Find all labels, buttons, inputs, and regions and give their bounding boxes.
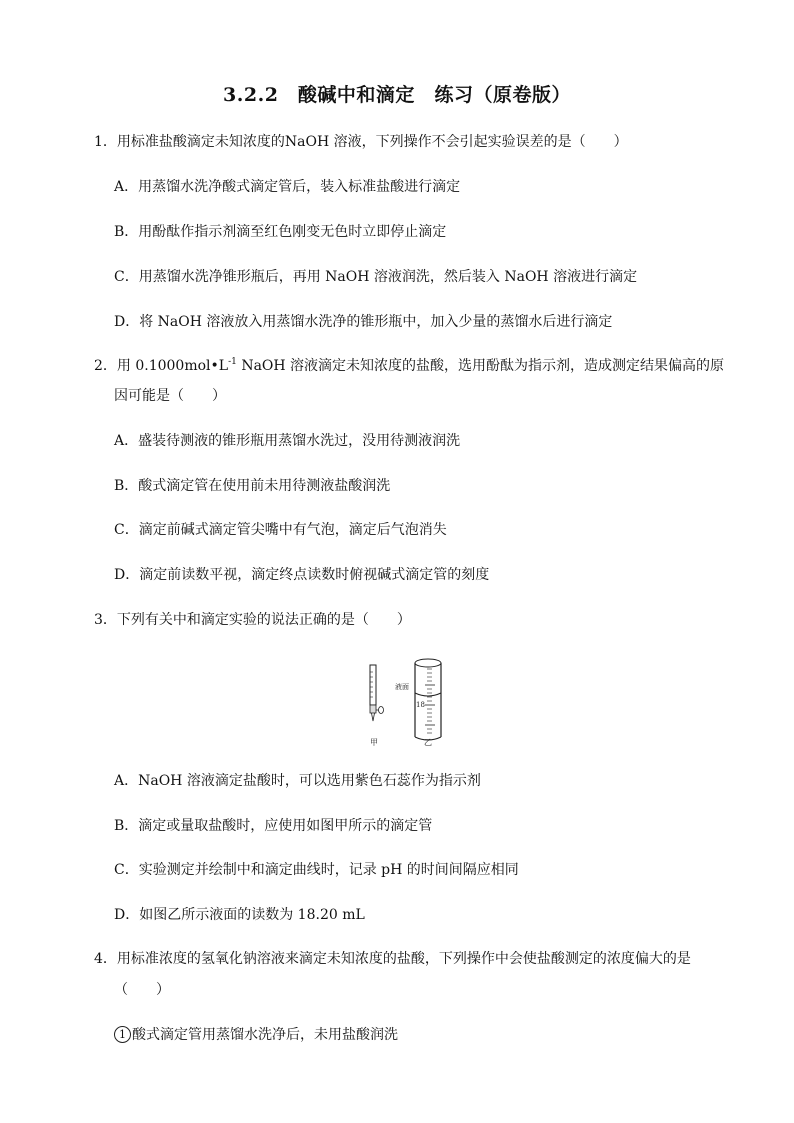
question-2-stem-part1: 2．用 0.1000mol•L: [94, 358, 229, 374]
liquid-level-label: 液面: [395, 683, 409, 691]
figure-label-b: 乙: [424, 738, 432, 747]
question-4-item-1: [114, 1025, 398, 1045]
question-2-option-d: D．滴定前读数平视，滴定终点读数时俯视碱式滴定管的刻度: [114, 567, 490, 583]
question-2-stem-part2: NaOH 溶液滴定未知浓度的盐酸，选用酚酞为指示剂，造成测定结果偏高的原: [236, 358, 725, 374]
question-4-stem: 4．用标准浓度的氢氧化钠溶液来滴定未知浓度的盐酸，下列操作中会使盐酸测定的浓度偏大的是: [94, 951, 691, 967]
question-1-option-c: C．用蒸馏水洗净锥形瓶后，再用 NaOH 溶液润洗，然后装入 NaOH 溶液进行滴定: [114, 269, 638, 285]
circled-number-1: 1: [114, 1026, 131, 1043]
question-3-stem: 3．下列有关中和滴定实验的说法正确的是（ ）: [94, 612, 411, 628]
scale-mark-label: 18: [416, 701, 425, 709]
burette-figure: [355, 655, 455, 747]
question-1-option-d: D．将 NaOH 溶液放入用蒸馏水洗净的锥形瓶中，加入少量的蒸馏水后进行滴定: [114, 314, 613, 330]
burette-figure-icon: [370, 665, 384, 721]
question-1-stem: 1．用标准盐酸滴定未知浓度的NaOH 溶液，下列操作不会引起实验误差的是（ ）: [94, 134, 628, 150]
burette-closeup-figure-icon: [415, 659, 441, 740]
question-1-option-b: B．用酚酞作指示剂滴至红色刚变无色时立即停止滴定: [114, 224, 447, 240]
question-4-stem-continued: （ ）: [114, 982, 170, 998]
question-2-option-a: A．盛装待测液的锥形瓶用蒸馏水洗过，没用待测液润洗: [114, 433, 461, 449]
question-2-option-c: C．滴定前碱式滴定管尖嘴中有气泡，滴定后气泡消失: [114, 522, 447, 538]
question-2-option-b: B．酸式滴定管在使用前未用待测液盐酸润洗: [114, 478, 391, 494]
question-3-option-c: C．实验测定并绘制中和滴定曲线时，记录 pH 的时间间隔应相同: [114, 862, 519, 878]
question-3-option-b: B．滴定或量取盐酸时，应使用如图甲所示的滴定管: [114, 818, 433, 834]
page-title: 3.2.2 酸碱中和滴定 练习（原卷版）: [223, 84, 571, 106]
question-2-superscript: -1: [228, 357, 237, 367]
figure-label-a: 甲: [370, 738, 378, 747]
question-2-stem-continued: 因可能是（ ）: [114, 388, 226, 404]
question-2-stem: [94, 356, 724, 376]
question-4-item-1-text: 酸式滴定管用蒸馏水洗净后，未用盐酸润洗: [132, 1027, 398, 1043]
question-3-option-d: D．如图乙所示液面的读数为 18.20 mL: [114, 907, 365, 923]
question-3-option-a: A．NaOH 溶液滴定盐酸时，可以选用紫色石蕊作为指示剂: [114, 773, 481, 789]
question-1-option-a: A．用蒸馏水洗净酸式滴定管后，装入标准盐酸进行滴定: [114, 179, 461, 195]
